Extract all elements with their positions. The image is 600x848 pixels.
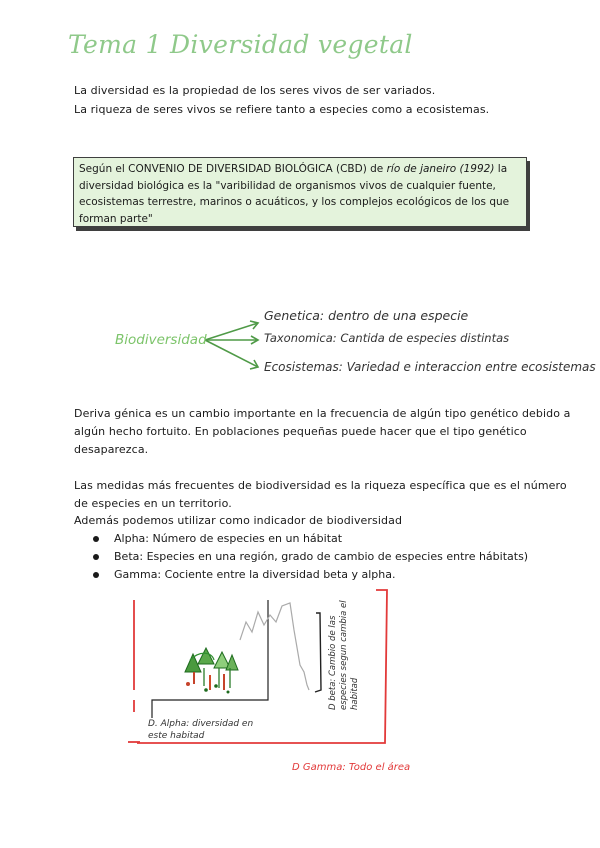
medidas-line-2: de especies en un territorio. xyxy=(74,497,232,510)
list-item: Beta: Especies en una región, grado de cambio de especies entre hábitats) xyxy=(98,548,528,566)
alpha-label xyxy=(148,718,253,742)
list-item: Alpha: Número de especies en un hábitat xyxy=(98,530,528,548)
medidas-line-3: Además podemos utilizar como indicador de biodiversidad xyxy=(74,514,403,527)
alpha-label-line-2: este habitad xyxy=(148,731,205,741)
indices-list xyxy=(98,530,528,584)
deriva-line-3: desaparezca. xyxy=(74,443,149,456)
intro-line-1: La diversidad es la propiedad de los seres vivos de ser variados. xyxy=(74,84,436,97)
beta-label-line-3: habitad xyxy=(350,677,360,710)
quote-part-1: Según el CONVENIO DE DIVERSIDAD BIOLÓGICA (CBD) de xyxy=(79,163,387,175)
page-title: Tema 1 Diversidad vegetal xyxy=(68,30,413,59)
beta-bracket xyxy=(315,613,321,692)
deriva-line-2: algún hecho fortuito. En poblaciones pequeñas puede hacer que el tipo genético xyxy=(74,425,527,438)
diagram-center-biodiversidad: Biodiversidad xyxy=(115,332,207,348)
alpha-label-line-1: D. Alpha: diversidad en xyxy=(148,719,254,729)
beta-label-line-2: especies segun cambia el xyxy=(339,600,349,710)
trees-sketch xyxy=(185,648,238,694)
quote-part-2: la diversidad biológica es la "varibilidad de organismos vivos de cualquier fuente, ecosistemas terrestre, marinos o acuáticos, y los complejos ecológicos de los que forman parte" xyxy=(79,163,510,225)
branch-genetica: Genetica: dentro de una especie xyxy=(264,308,469,323)
branch-taxonomica: Taxonomica: Cantida de especies distintas xyxy=(264,331,510,345)
deriva-line-1: Deriva génica es un cambio importante en la frecuencia de algún tipo genético debido a xyxy=(74,407,571,420)
medidas-line-1: Las medidas más frecuentes de biodiversidad es la riqueza específica que es el número xyxy=(74,479,567,492)
gamma-label: D Gamma: Todo el área xyxy=(292,762,411,773)
diagram-arrows xyxy=(205,321,258,369)
beta-label xyxy=(328,600,361,710)
beta-mountain-line xyxy=(240,603,309,690)
intro-line-2: La riqueza de seres vivos se refiere tanto a especies como a ecosistemas. xyxy=(74,103,490,116)
beta-label-line-1: D beta: Cambio de las xyxy=(328,615,338,710)
list-item: Gamma: Cociente entre la diversidad beta y alpha. xyxy=(98,566,528,584)
quote-place: río de janeiro (1992) xyxy=(386,163,495,175)
branch-ecosistemas: Ecosistemas: Variedad e interaccion entre ecosistemas xyxy=(264,360,596,374)
